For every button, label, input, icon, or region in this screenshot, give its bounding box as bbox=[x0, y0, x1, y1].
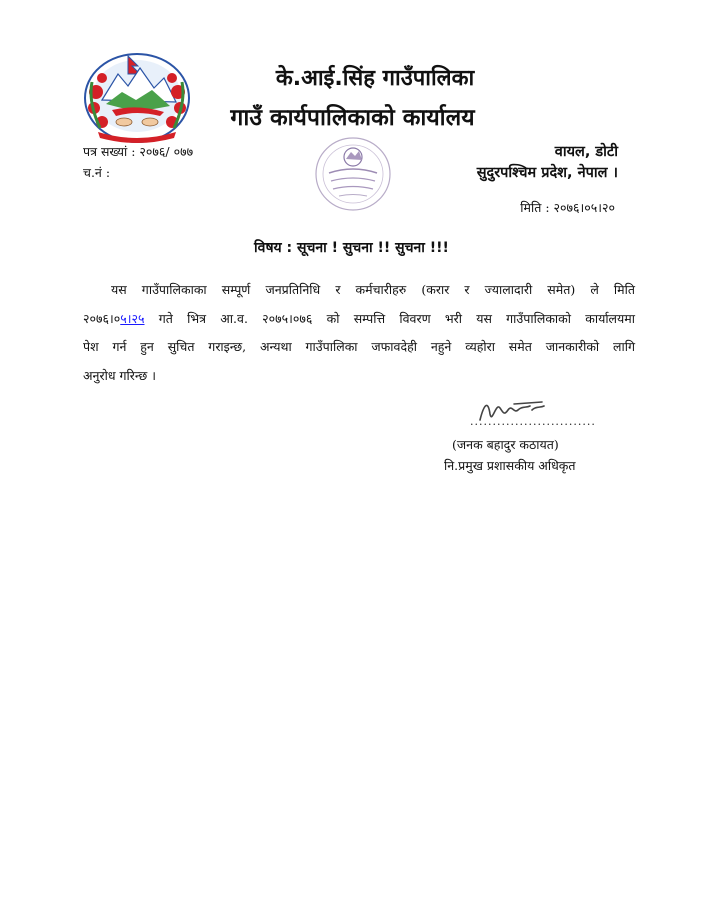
body-line-2-rest: गते भित्र आ.व. २०७५।०७६ को सम्पत्ति विवरण भरी यस गाउँपालिकाको कार्यालयमा bbox=[144, 310, 635, 326]
signatory-name: (जनक बहादुर कठायत) bbox=[452, 437, 559, 452]
signature-dotted-line: ............................ bbox=[470, 415, 596, 428]
letter-subject: विषय : सूचना ! सुचना !! सुचना !!! bbox=[254, 240, 449, 256]
signatory-designation: नि.प्रमुख प्रशासकीय अधिकृत bbox=[444, 458, 576, 473]
body-line-4: अनुरोध गरिन्छ । bbox=[83, 367, 156, 383]
letter-number: पत्र सख्यां : २०७६/ ०७७ bbox=[83, 144, 194, 159]
office-name: गाउँ कार्यपालिकाको कार्यालय bbox=[230, 105, 475, 131]
body-line-2 bbox=[83, 305, 635, 334]
body-line-3: पेश गर्न हुन सुचित गराइन्छ, अन्यथा गाउँपालिका जफावदेही नहुने व्यहोरा समेत जानकारीको लागि bbox=[83, 339, 635, 354]
letter-body bbox=[83, 276, 635, 390]
body-line-2-prefix: २०७६।० bbox=[83, 310, 121, 326]
deadline-date-highlight: ५।२५ bbox=[120, 310, 145, 326]
municipality-name: के.आई.सिंह गाउँपालिका bbox=[275, 66, 475, 91]
office-location: वायल, डोटी bbox=[554, 144, 618, 160]
office-stamp-seal bbox=[313, 135, 393, 213]
body-line-1: यस गाउँपालिकाका सम्पूर्ण जनप्रतिनिधि र कर्मचारीहरु (करार र ज्यालादारी समेत) ले मिति bbox=[111, 282, 635, 297]
office-province-country: सुदुरपश्चिम प्रदेश, नेपाल । bbox=[476, 165, 618, 181]
dispatch-number: च.नं : bbox=[83, 165, 111, 180]
nepal-emblem-logo bbox=[82, 52, 192, 144]
letter-date: मिति : २०७६।०५।२० bbox=[520, 200, 615, 215]
